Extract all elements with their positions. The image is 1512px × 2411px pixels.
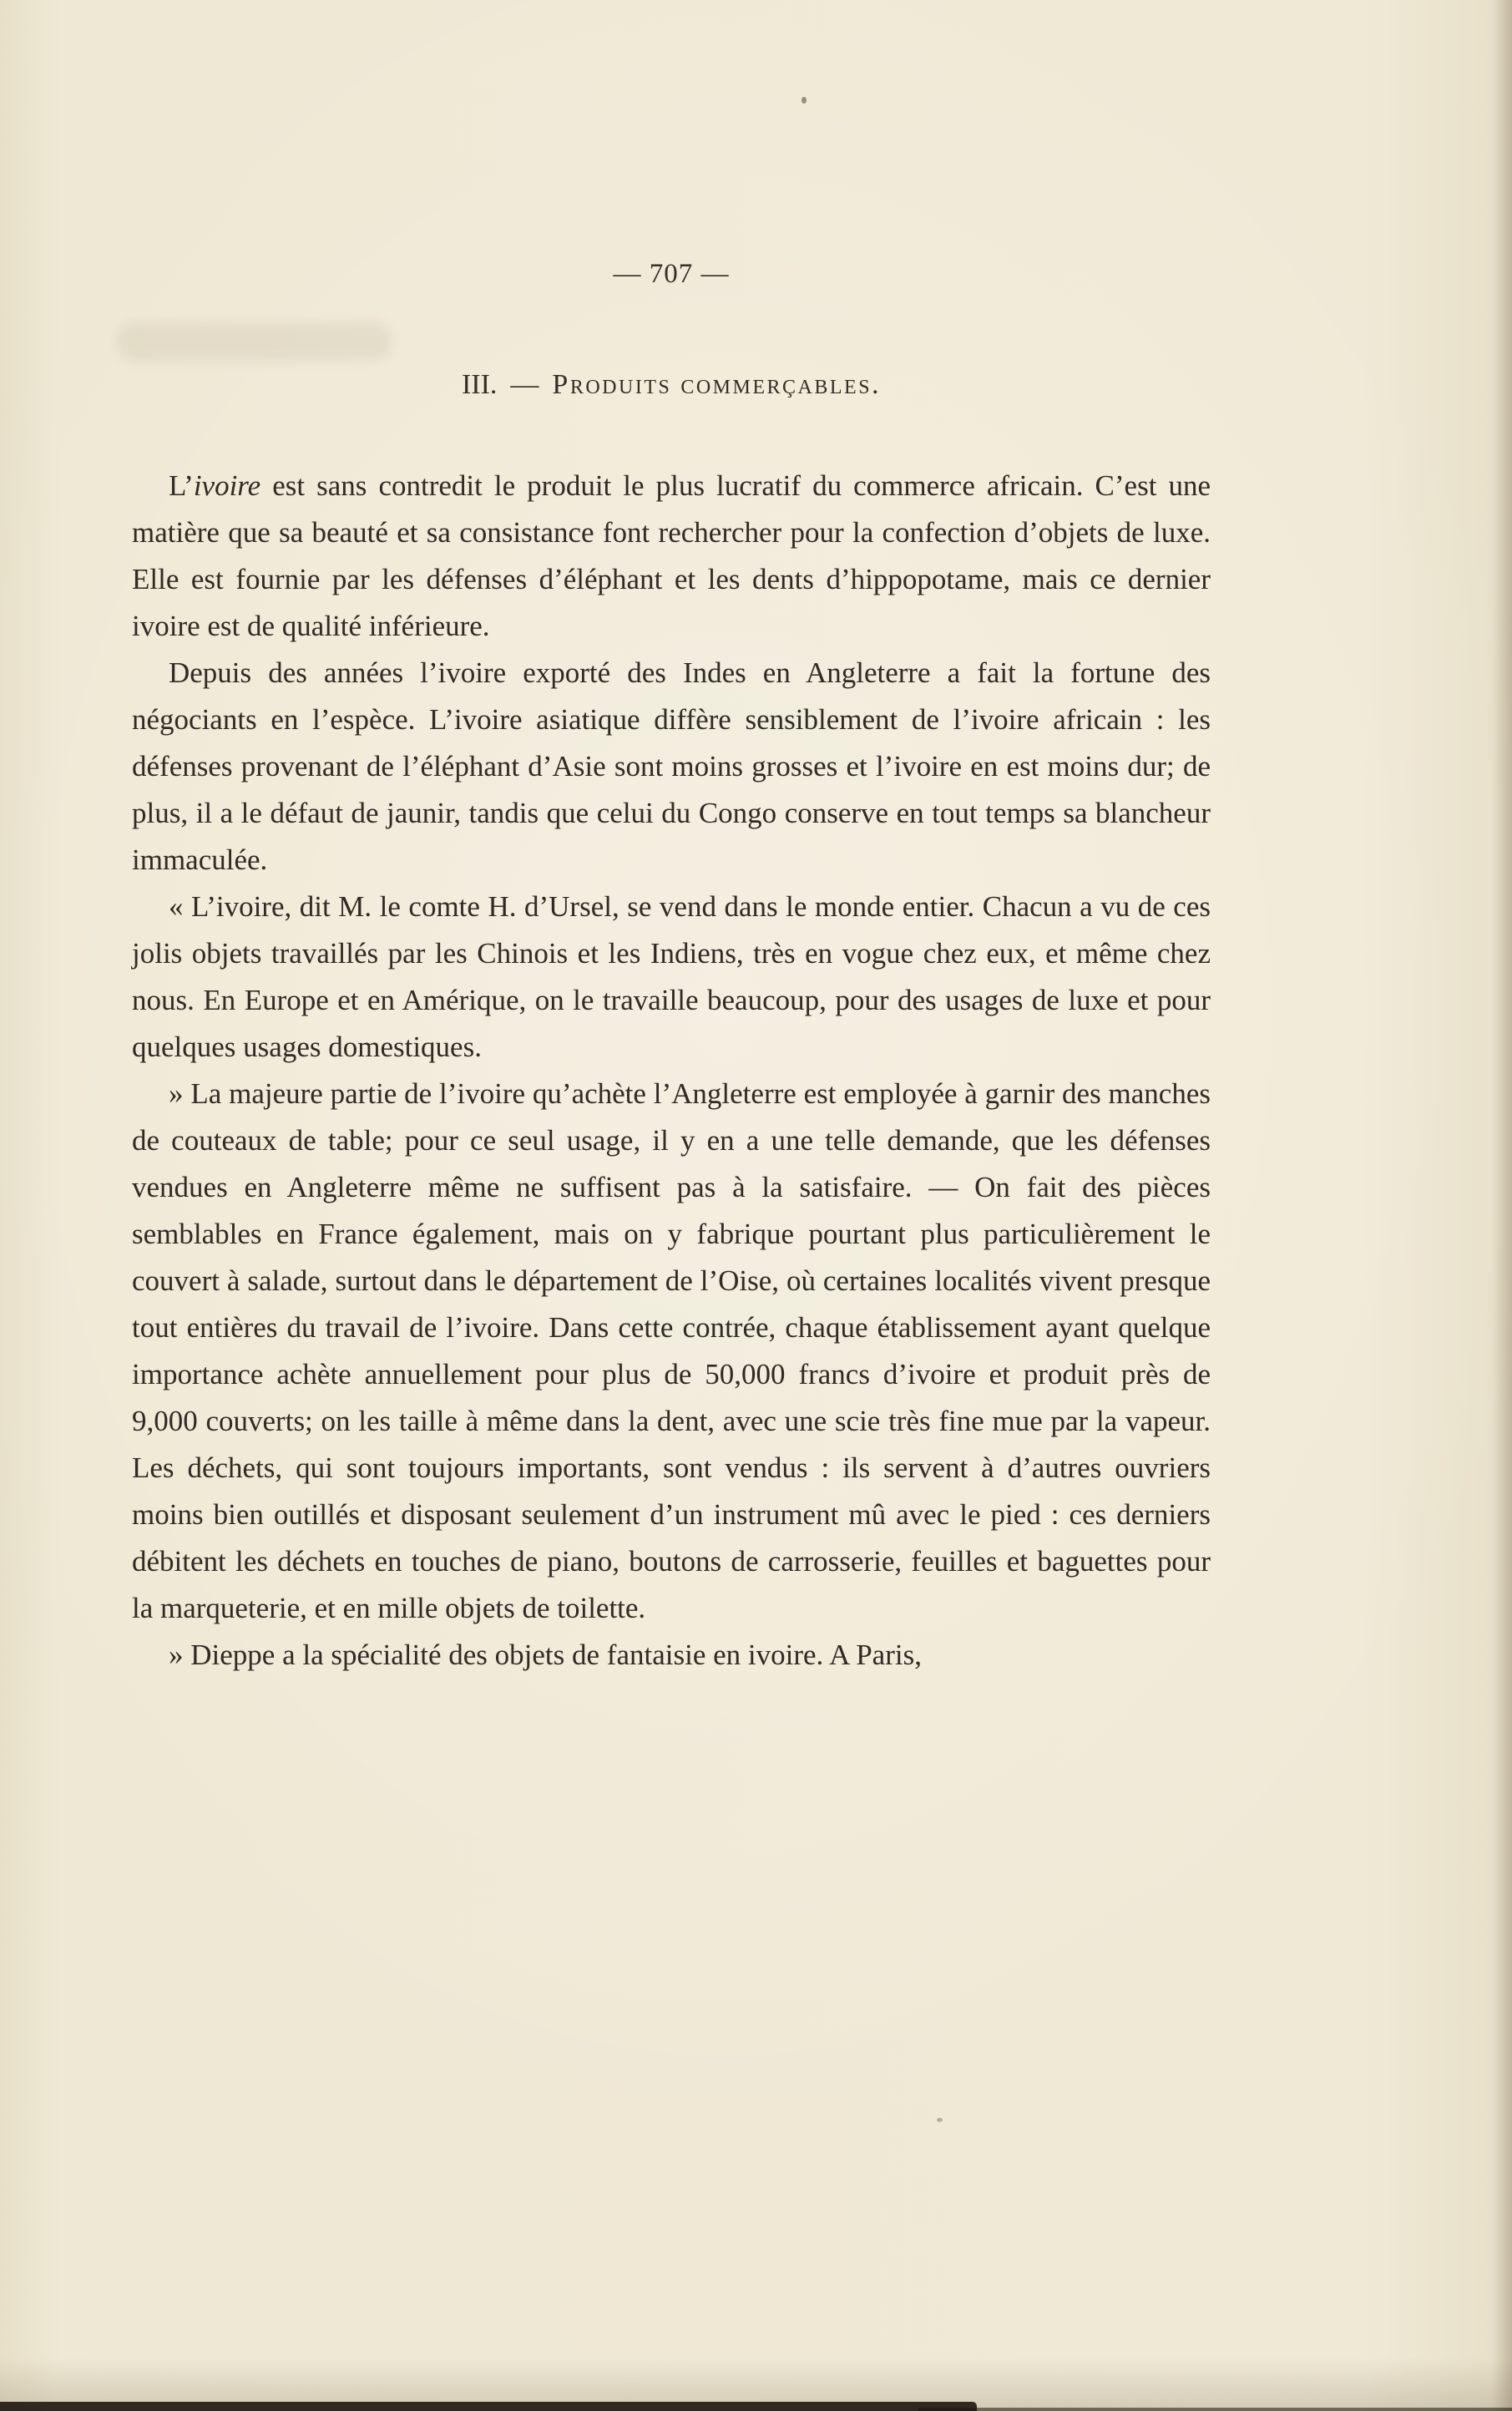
body-text xyxy=(132,463,1211,1679)
section-title: Produits commerçables. xyxy=(552,369,882,400)
section-numeral: III. xyxy=(461,369,498,400)
scan-shade-bottom xyxy=(0,2358,1512,2411)
paragraph-ivoire-asiatique: Depuis des années l’ivoire exporté des Indes en Angleterre a fait la fortune des négociants en l’espèce. L’ivoire asiatique diffère sensiblement de l’ivoire africain : les défenses provenant de l’éléphant d’Asie sont moins grosses et l’ivoire en est moins dur; de plus, il a le défaut de jaunir, tandis que celui du Congo conserve en tout temps sa blancheur immaculée. xyxy=(132,656,1211,876)
scan-edge-bottom xyxy=(0,2402,977,2411)
scan-speck xyxy=(937,2118,943,2122)
paragraph-ivoire-intro xyxy=(132,463,1211,650)
page-number: — 707 — xyxy=(613,259,730,289)
paragraph-dieppe: » Dieppe a la spécialité des objets de fantaisie en ivoire. A Paris, xyxy=(169,1639,922,1671)
italic-word-ivoire: ivoire xyxy=(193,469,261,502)
paragraph-angleterre-oise: » La majeure partie de l’ivoire qu’achète l’Angleterre est employée à garnir des manches de couteaux de table; pour ce seul usage, il y en a une telle demande, que les défenses vendues en Angleterre même ne suffisent pas à la satisfaire. — On fait des pièces semblables en France également, mais on y fabrique pourtant plus particulièrement le couvert à salade, surtout dans le département de l’Oise, où certaines localités vivent presque tout entières du travail de l’ivoire. Dans cette contrée, chaque établissement ayant quelque importance achète annuellement pour plus de 50,000 francs d’ivoire et produit près de 9,000 couverts; on les taille à même dans la dent, avec une scie très fine mue par la vapeur. Les déchets, qui sont toujours importants, sont vendus : ils servent à d’autres ouvriers moins bien outillés et disposant seulement d’un instrument mû avec le pied : ces derniers débitent les déchets en touches de piano, boutons de carrosserie, feuilles et baguettes pour la marqueterie, et en mille objets de toilette. xyxy=(132,1077,1211,1624)
scan-edge-bottom-thin xyxy=(918,2408,1512,2411)
paragraph-citation-ursel: « L’ivoire, dit M. le comte H. d’Ursel, se vend dans le monde entier. Chacun a vu de ces jolis objets travaillés par les Chinois et les Indiens, très en vogue chez eux, et même chez nous. En Europe et en Amérique, on le travaille beaucoup, pour des usages de luxe et pour quelques usages domestiques. xyxy=(132,890,1211,1063)
paragraph-rest: est sans contredit le produit le plus lucratif du commerce africain. C’est une matière que sa beauté et sa consistance font rechercher pour la confection d’objets de luxe. Elle est fournie par les défenses d’éléphant et les dents d’hippopotame, mais ce dernier ivoire est de qualité inférieure. xyxy=(132,469,1211,642)
section-heading xyxy=(132,367,1211,403)
heading-dash: — xyxy=(510,369,539,400)
paragraph-lead: L’ xyxy=(169,469,194,502)
